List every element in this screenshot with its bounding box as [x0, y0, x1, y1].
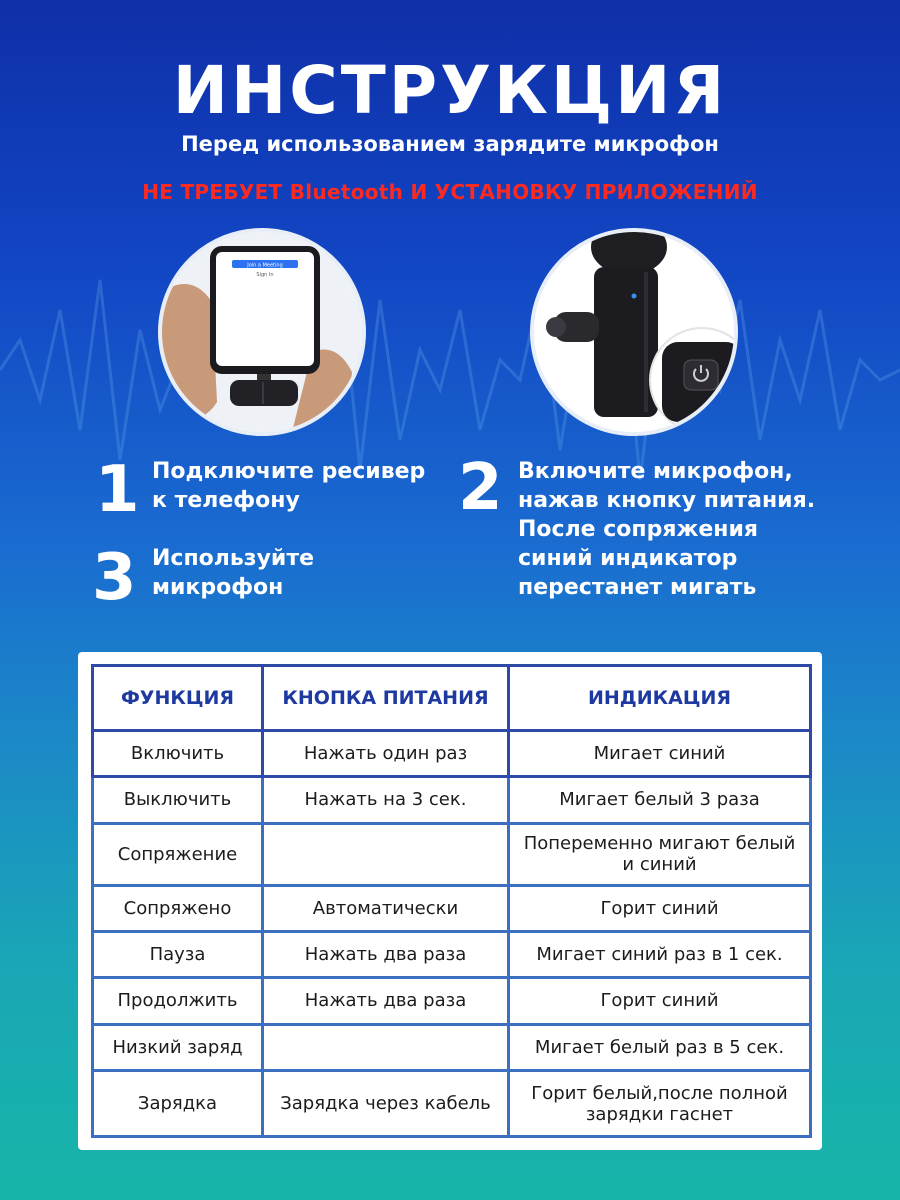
page-subtitle: Перед использованием зарядите микрофон	[181, 132, 719, 156]
cell-button: Нажать два раза	[263, 931, 509, 977]
cell-function: Низкий заряд	[93, 1024, 263, 1070]
microphone-illustration	[534, 232, 734, 432]
step-3-number: 3	[92, 541, 137, 615]
step-1-text: Подключите ресивер к телефону	[152, 459, 426, 513]
cell-indication: Мигает синий раз в 1 сек.	[509, 931, 811, 977]
cell-button: Автоматически	[263, 885, 509, 931]
cell-function: Выключить	[93, 777, 263, 823]
cell-function: Зарядка	[93, 1071, 263, 1137]
cell-function: Включить	[93, 731, 263, 777]
cell-indication: Попеременно мигают белый и синий	[509, 823, 811, 885]
step-2-text: Включите микрофон, нажав кнопку питания. После сопряжения синий индикатор перестанет мигать	[518, 459, 816, 600]
cell-function: Сопряжение	[93, 823, 263, 885]
cell-button: Нажать один раз	[263, 731, 509, 777]
cell-button	[263, 1024, 509, 1070]
function-table	[91, 664, 812, 1138]
cell-button	[263, 823, 509, 885]
microphone-image	[530, 228, 738, 436]
table-row	[93, 885, 811, 931]
cell-button: Зарядка через кабель	[263, 1071, 509, 1137]
step-1-number: 1	[95, 453, 140, 527]
cell-indication: Горит синий	[509, 978, 811, 1024]
phone-receiver-image	[158, 228, 366, 436]
cell-indication: Мигает белый 3 раза	[509, 777, 811, 823]
cell-button: Нажать на 3 сек.	[263, 777, 509, 823]
warning-text: НЕ ТРЕБУЕТ Bluetooth И УСТАНОВКУ ПРИЛОЖЕНИЙ	[142, 180, 758, 204]
table-row	[93, 731, 811, 777]
table-row	[93, 777, 811, 823]
cell-function: Пауза	[93, 931, 263, 977]
header-function: ФУНКЦИЯ	[93, 666, 263, 731]
cell-function: Сопряжено	[93, 885, 263, 931]
table-row	[93, 931, 811, 977]
table-row	[93, 978, 811, 1024]
phone-illustration	[162, 232, 362, 432]
step-2-number: 2	[458, 451, 503, 525]
page-title: ИНСТРУКЦИЯ	[172, 52, 728, 129]
sign-in-label: Sign In	[256, 272, 274, 278]
cell-function: Продолжить	[93, 978, 263, 1024]
header-indication: ИНДИКАЦИЯ	[509, 666, 811, 731]
join-meeting-label: Join a Meeting	[247, 262, 283, 269]
table-header-row	[93, 666, 811, 731]
table-row	[93, 1024, 811, 1070]
cell-button: Нажать два раза	[263, 978, 509, 1024]
cell-indication: Горит синий	[509, 885, 811, 931]
header-power-button: КНОПКА ПИТАНИЯ	[263, 666, 509, 731]
table-row	[93, 823, 811, 885]
cell-indication: Мигает белый раз в 5 сек.	[509, 1024, 811, 1070]
function-table-card	[78, 652, 822, 1150]
cell-indication: Горит белый,после полной зарядки гаснет	[509, 1071, 811, 1137]
table-row	[93, 1071, 811, 1137]
cell-indication: Мигает синий	[509, 731, 811, 777]
step-3-text: Используйте микрофон	[152, 546, 315, 600]
